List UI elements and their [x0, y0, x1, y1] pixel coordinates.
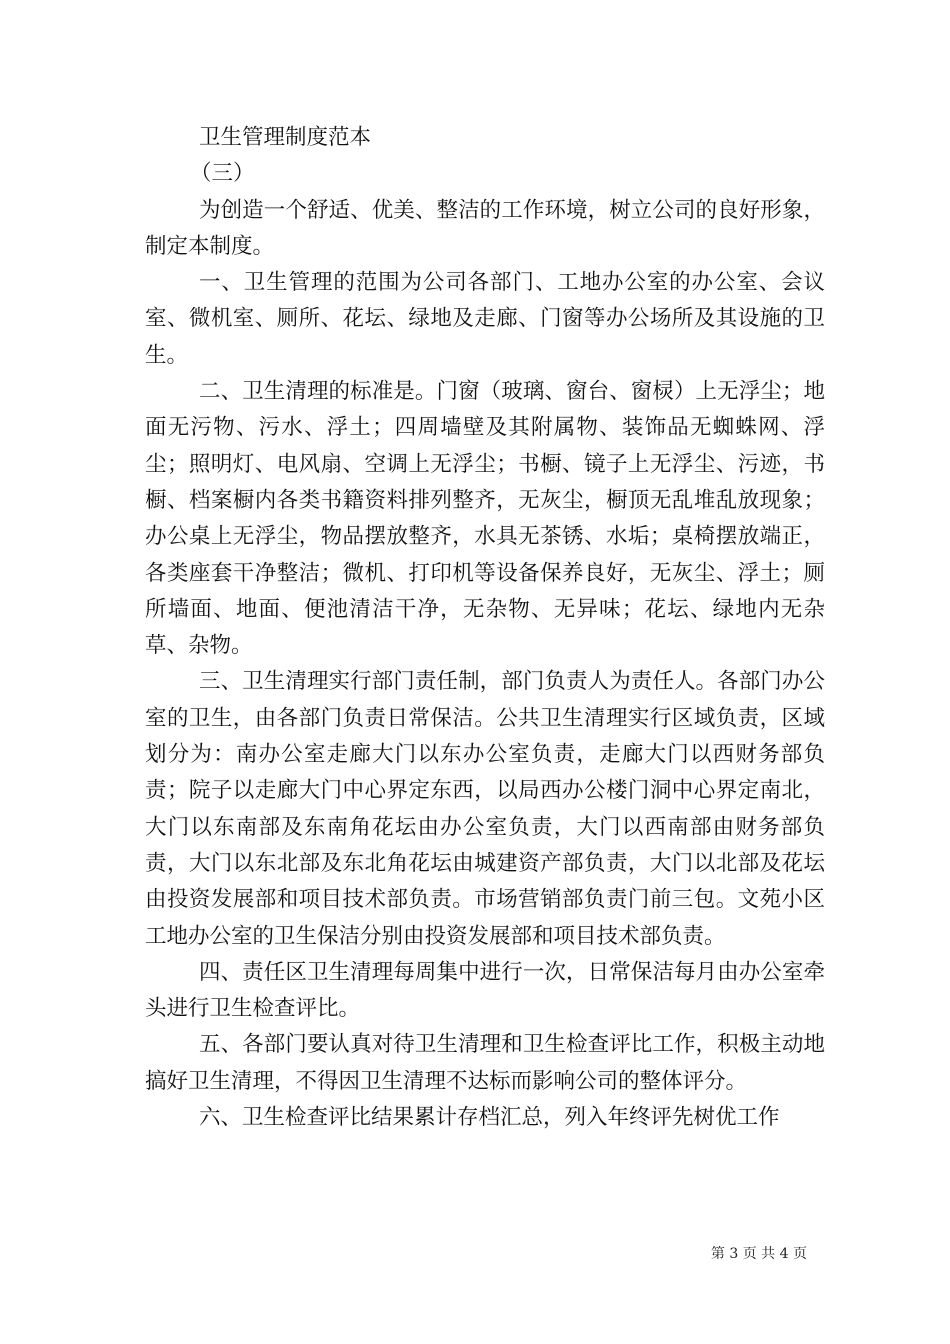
- paragraph-responsibility: 三、卫生清理实行部门责任制，部门负责人为责任人。各部门办公室的卫生，由各部门负责日常保洁。公共卫生清理实行区域负责，区域划分为：南办公室走廊大门以东办公室负责，走廊大门以西财务部负责；院子以走廊大门中心界定东西，以局西办公楼门洞中心界定南北，大门以东南部及东南角花坛由办公室负责，大门以西南部由财务部负责，大门以东北部及东北角花坛由城建资产部负责，大门以北部及花坛由投资发展部和项目技术部负责。市场营销部负责门前三包。文苑小区工地办公室的卫生保洁分别由投资发展部和项目技术部负责。: [145, 669, 825, 949]
- paragraph-attitude: 五、各部门要认真对待卫生清理和卫生检查评比工作，积极主动地搞好卫生清理，不得因卫生清理不达标而影响公司的整体评分。: [145, 1032, 825, 1094]
- page-number: 第 3 页 共 4 页: [710, 1246, 807, 1262]
- document-subtitle: （三）: [190, 161, 255, 187]
- paragraph-intro: 为创造一个舒适、优美、整洁的工作环境，树立公司的良好形象，制定本制度。: [145, 197, 825, 259]
- paragraph-archive: 六、卫生检查评比结果累计存档汇总，列入年终评先树优工作: [199, 1105, 780, 1131]
- document-body: [145, 120, 825, 1136]
- document-title: 卫生管理制度范本: [199, 125, 372, 150]
- paragraph-scope: 一、卫生管理的范围为公司各部门、工地办公室的办公室、会议室、微机室、厕所、花坛、绿地及走廊、门窗等办公场所及其设施的卫生。: [145, 270, 825, 368]
- paragraph-standards: 二、卫生清理的标准是。门窗（玻璃、窗台、窗棂）上无浮尘；地面无污物、污水、浮土；四周墙壁及其附属物、装饰品无蜘蛛网、浮尘；照明灯、电风扇、空调上无浮尘；书橱、镜子上无浮尘、污迹，书橱、档案橱内各类书籍资料排列整齐，无灰尘，橱顶无乱堆乱放现象；办公桌上无浮尘，物品摆放整齐，水具无茶锈、水垢；桌椅摆放端正，各类座套干净整洁；微机、打印机等设备保养良好，无灰尘、浮土；厕所墙面、地面、便池清洁干净，无杂物、无异味；花坛、绿地内无杂草、杂物。: [145, 379, 825, 659]
- paragraph-inspection: 四、责任区卫生清理每周集中进行一次，日常保洁每月由办公室牵头进行卫生检查评比。: [145, 959, 825, 1022]
